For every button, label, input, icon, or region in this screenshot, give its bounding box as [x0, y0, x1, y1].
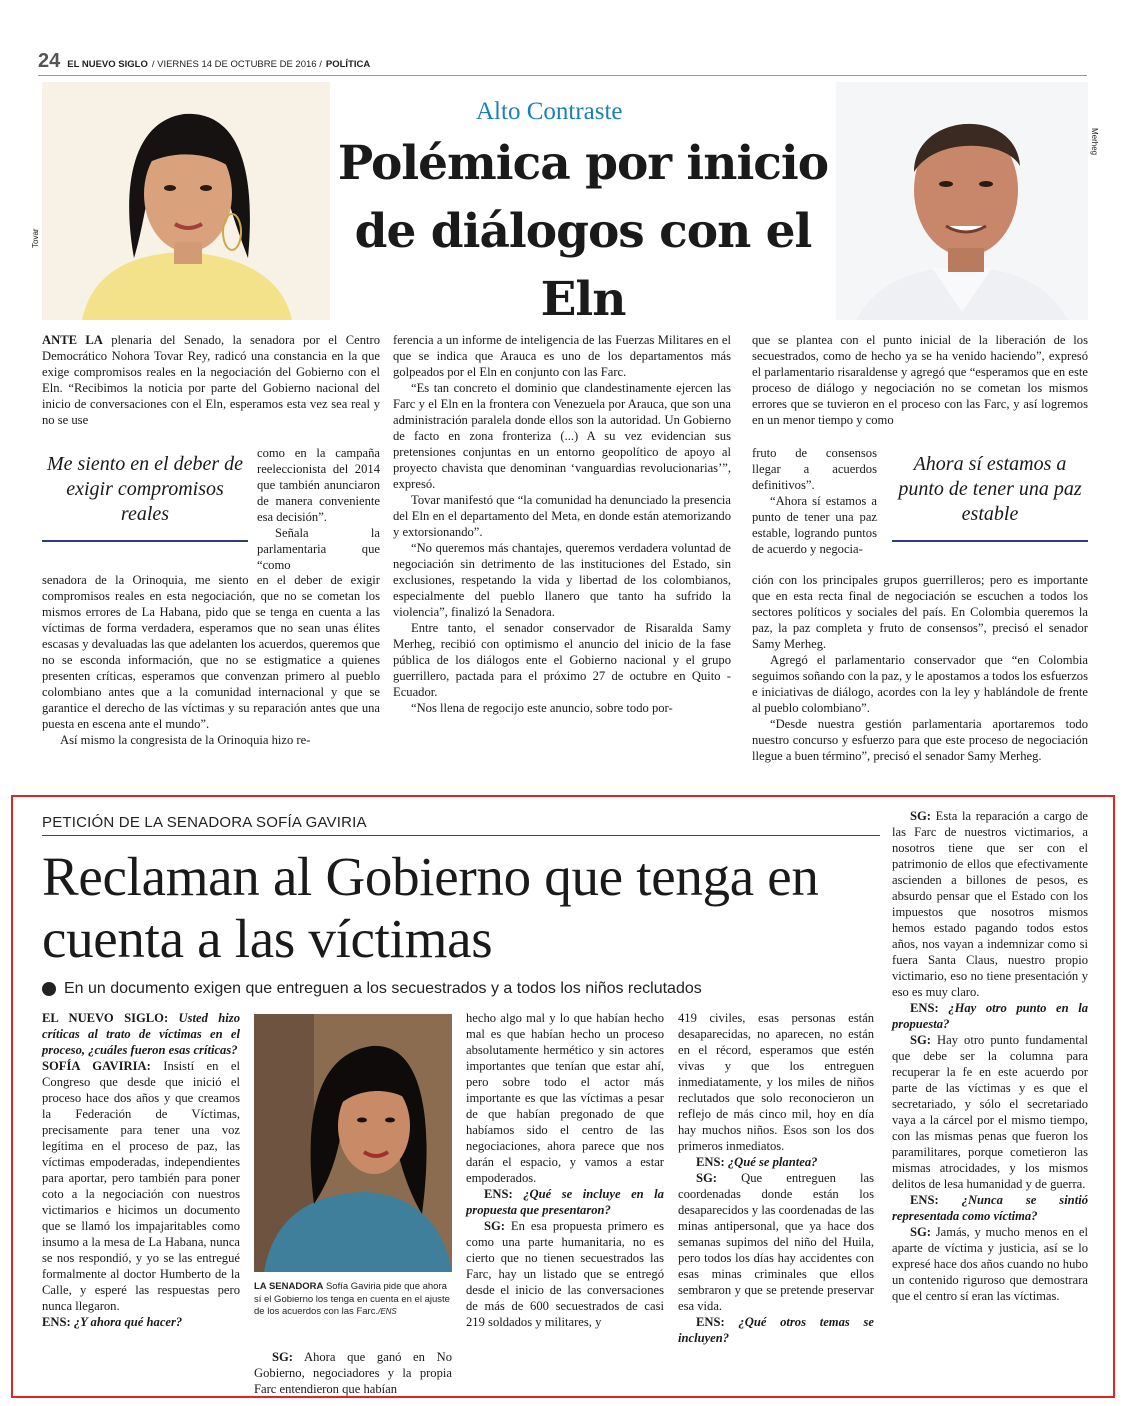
photo-tovar: [42, 82, 330, 320]
answer: [42, 1058, 240, 1314]
pre-headline: PETICIÓN DE LA SENADORA SOFÍA GAVIRIA: [42, 814, 367, 831]
paragraph: “No queremos más chantajes, queremos verdadera voluntad de negociación sin detrimento de las instituciones del Estado, sin exclusiones, respetando la vida y libertad de los colombianos, especialmente del pueblo llanero que tanto ha sufrido la violencia”, finalizó la Senadora.: [393, 541, 731, 619]
speaker-label: SG:: [910, 1225, 931, 1239]
question: [466, 1186, 664, 1218]
speaker-label: ENS:: [42, 1315, 71, 1329]
speaker-label: ENS:: [910, 1193, 939, 1207]
photo-gaviria: [254, 1014, 452, 1272]
paragraph: “Nos llena de regocijo este anuncio, sobre todo por-: [411, 701, 673, 715]
pull-quote-rule: [892, 540, 1088, 542]
story1-column-2: [393, 332, 731, 716]
interview-column-4: [678, 1010, 874, 1346]
paragraph: Tovar manifestó que “la comunidad ha denunciado la presencia del Eln en el departamento del Meta, en donde están atemorizando y extorsionando”.: [393, 493, 731, 539]
lead-in: ANTE LA: [42, 333, 103, 347]
deck-text: En un documento exigen que entreguen a los secuestrados y a todos los niños reclutados: [64, 980, 702, 997]
publication-name: EL NUEVO SIGLO: [67, 59, 148, 70]
interview-column-5: [892, 808, 1088, 1304]
question-text: ¿Hay otro punto en la propuesta?: [892, 1001, 1089, 1031]
paragraph: 419 civiles, esas personas están desaparecidas, no aparecen, no están en el récord, esperamos que estén vivas y que los entreguen inmediatamente, y los miles de niños reclutados que solo reconocieron un reflejo de más cinco mil, hoy en día hay muchos niños. Esos son los dos primeros inmediatos.: [678, 1011, 874, 1153]
caption-lead: LA SENADORA: [254, 1281, 324, 1292]
paragraph: que se plantea con el punto inicial de la liberación de los secuestrados, como de hecho ya se ha venido haciendo”, expresó el parlamentario risaraldense y agregó que “esperamos que en este proceso de diálogo y negociación no se cometan los mismos errores que se tuvieron en el proceso con las Farc, y así logremos en un menor tiempo y como: [752, 333, 1088, 427]
answer-text: Jamás, y mucho menos en el aparte de víctima y justicia, así se lo expresé hace dos años cuando no hubo un contenido riguroso que demostrara que el centro sí eran las víctimas.: [892, 1225, 1088, 1303]
caption-credit: /ENS: [378, 1307, 397, 1316]
paragraph: Así mismo la congresista de la Orinoquia hizo re-: [60, 733, 311, 747]
answer-text: En esa propuesta primero es como una parte humanitaria, no es cierto que no tienen secuestrados las Farc, hay un listado que se entregó desde el inicio de las conversaciones de más de 600 secuestrados de casi 219 soldados y militares, y: [466, 1219, 664, 1329]
speaker-label: ENS:: [696, 1155, 725, 1169]
paragraph: fruto de consensos llegar a acuerdos definitivos”.: [752, 446, 877, 492]
answer-text: Ahora que ganó en No Gobierno, negociadores y la propia Farc entendieron que habían: [254, 1350, 452, 1396]
story1-column-1c: [42, 572, 380, 748]
paragraph-text: plenaria del Senado, la senadora por el Centro Democrático Nohora Tovar Rey, radicó una constancia en la que exige compromisos reales en la negociación del Gobierno con el Eln. “Recibimos la noticia por parte del Gobierno nacional del inicio de conversaciones con el Eln, esperamos esta vez sea real y no se use: [42, 333, 380, 427]
story1-column-3b: [752, 445, 877, 557]
story1-column-1a: [42, 332, 380, 428]
question: [42, 1010, 240, 1058]
speaker-label: SG:: [272, 1350, 293, 1364]
question-text: ¿Qué otros temas se incluyen?: [678, 1315, 874, 1345]
speaker-label: ENS:: [484, 1187, 513, 1201]
speaker-label: EL NUEVO SIGLO:: [42, 1011, 169, 1025]
speaker-label: ENS:: [910, 1001, 939, 1015]
answer: [892, 808, 1088, 1000]
paragraph: “Ahora sí estamos a punto de tener una paz estable, logrando puntos de acuerdo y negocia-: [752, 494, 877, 556]
page-header: [38, 50, 370, 73]
answer-text: Insistí en el Congreso que desde que inició el proceso hace dos años y que creamos la Federación de Víctimas, precisamente para tener una voz legítima en el proceso de paz, las víctimas empoderadas, independientes para aportar, pero también para poner coto a la negociación con nuestros victimarios e hicimos un documento que se llamó los impajaritables como insumo a la mesa de La Habana, nunca se nos respondió, y yo se las entregué formalmente al doctor Humberto de la Calle, y esperé las respuestas pero nunca llegaron.: [42, 1059, 240, 1313]
answer: [678, 1170, 874, 1314]
bullet-icon: [42, 982, 56, 996]
paragraph: senadora de la Orinoquia, me siento en el deber de exigir compromisos reales en esta negociación, que no se cometan los mismos errores de La Habana, pido que se tenga en cuenta a las víctimas de forma verdadera, esperamos que no sean unas élites escasas y devaluadas las que adelanten los acuerdos, queremos que no se esconda información, que no se estigmatice a quienes presenten críticas, esperamos que convenzan primero al pueblo colombiano antes que a la comunidad internacional y que se garantice el derecho de las víctimas y su reparación antes que una puesta en escena ante el mundo”.: [42, 573, 380, 731]
pull-quote-left: Me siento en el deber de exigir compromisos reales: [46, 453, 244, 525]
pull-quote-rule: [42, 540, 248, 542]
question: [678, 1154, 874, 1170]
speaker-label: ENS:: [696, 1315, 725, 1329]
paragraph: como en la campaña reeleccionista del 2014 que también anunciaron de manera conveniente esa decisión”.: [257, 446, 380, 524]
question: [42, 1314, 240, 1330]
paragraph: Agregó el parlamentario conservador que “en Colombia seguimos soñando con la paz, y le apostamos a todos los esfuerzos e iniciativas de diálogo, acordes con la ley y hablándole de frente al pueblo colombiano”.: [752, 653, 1088, 715]
answer: [466, 1218, 664, 1330]
answer-text: Esta la reparación a cargo de las Farc de nuestros victimarios, a nosotros tiene que ser con el patrimonio de ellos que efectivamente ascienden a billones de pesos, es absurdo pensar que el Estado con los impuestos que nosotros mismos hemos estado pagando todos estos años, nos vayan a indemnizar como si fuera Santa Claus, nuestro propio victimario, eso no tiene presentación y eso es muy claro.: [892, 809, 1088, 999]
photo-credit-tovar: Tovar: [31, 228, 40, 248]
paragraph: ferencia a un informe de inteligencia de las Fuerzas Militares en el que se indica que Arauca es uno de los departamentos más golpeados por el Eln en conjunto con las Farc.: [393, 333, 731, 379]
photo-caption: [254, 1281, 450, 1319]
story1-column-1b: [257, 445, 380, 573]
question-text: ¿Qué se plantea?: [727, 1155, 818, 1169]
pull-quote-right: Ahora sí estamos a punto de tener una paz estable: [898, 453, 1082, 525]
interview-column-3: [466, 1010, 664, 1330]
question-text: ¿Nunca se sintió representada como víctima?: [892, 1193, 1088, 1223]
speaker-label: SG:: [484, 1219, 505, 1233]
interview-column-1: [42, 1010, 240, 1330]
paragraph: Señala la parlamentaria que “como: [257, 526, 380, 572]
speaker-label: SG:: [910, 809, 931, 823]
answer: [892, 1032, 1088, 1192]
caption-text: Sofía Gaviria pide que ahora sí el Gobierno los tenga en cuenta en el ajuste de los acuerdos con las Farc.: [254, 1281, 450, 1317]
paragraph: [42, 332, 380, 428]
answer: [254, 1349, 452, 1397]
photo-credit-merheg: Merheg: [1090, 128, 1099, 156]
issue-date: / VIERNES 14 DE OCTUBRE DE 2016 /: [151, 59, 322, 70]
page-number: 24: [38, 50, 61, 72]
story-headline: Polémica por inicio de diálogos con el Eln: [337, 136, 829, 327]
speaker-label: SG:: [910, 1033, 931, 1047]
story2-deck: [42, 980, 882, 998]
answer: [892, 1224, 1088, 1304]
paragraph: “Es tan concreto el dominio que clandestinamente ejercen las Farc y el Eln en la frontera con Venezuela por Arauca, que son una administración paralela donde ellos son la autoridad. Un Gobierno de facto en zona fronteriza (...) A su vez evidencian sus pretensiones conjuntas en un entorno geopolítico de apoyo al proyecto chavista que denominan ‘vanguardias revolucionarias’”, expresó.: [393, 381, 731, 491]
question: [892, 1192, 1088, 1224]
speaker-label: SG:: [696, 1171, 717, 1185]
pre-headline-rule: [42, 835, 880, 836]
paragraph: “Desde nuestra gestión parlamentaria aportaremos todo nuestro concurso y esfuerzo para que este proceso de negociación llegue a buen término”, precisó el senador Samy Merheg.: [752, 717, 1088, 763]
question-text: Usted hizo críticas al trato de víctimas en el proceso, ¿cuáles fueron esas críticas?: [42, 1011, 240, 1057]
question-text: ¿Qué se incluye en la propuesta que presentaron?: [466, 1187, 664, 1217]
question: [892, 1000, 1088, 1032]
story1-column-3a: [752, 332, 1088, 428]
paragraph: hecho algo mal y lo que habían hecho mal es que habían hecho un proceso absolutamente hermético y sin actores importantes que tenían que estar ahí, pero sobre todo el actor más importante es que las víctimas a pesar de que habían pregonado de que habíamos sido el centro de las negociaciones, ahora parece que nos darán el espacio, y vamos a estar empoderados.: [466, 1011, 664, 1185]
answer-text: Hay otro punto fundamental que debe ser la columna para recuperar la fe en este acuerdo por parte de las víctimas y es que el secretariado, y sólo el secretariado vaya a la cárcel por el mismo tiempo, con las mismas penas que fueron los paramilitares, porque cometieron las mismas atrocidades, y los mismos delitos de lesa humanidad y de guerra.: [892, 1033, 1088, 1191]
story-kicker: Alto Contraste: [476, 98, 623, 125]
photo-merheg: [836, 82, 1088, 320]
section-name: POLÍTICA: [325, 59, 371, 70]
speaker-label: SOFÍA GAVIRIA:: [42, 1059, 151, 1073]
paragraph: Entre tanto, el senador conservador de Risaralda Samy Merheg, recibió con optimismo el anuncio del inicio de la fase pública de los diálogos ente el Gobierno nacional y el grupo guerrillero, pactada para el próximo 27 de octubre en Quito - Ecuador.: [393, 621, 731, 699]
header-rule: [38, 75, 1087, 76]
story2-headline: Reclaman al Gobierno que tenga en cuenta a las víctimas: [42, 846, 819, 969]
answer-text: Que entreguen las coordenadas donde están los desaparecidos y las coordenadas de las minas antipersonal, que ya hace dos semanas supimos del niño del Huila, pero todos los días hay accidentes con esas minas criminales que ellos sembraron y que se pretende preservar esa vida.: [678, 1171, 874, 1313]
paragraph: ción con los principales grupos guerrilleros; pero es importante que en esta recta final de negociación se escuchen a todos los sectores políticos y sociales del país. En Colombia queremos la paz, la paz completa y fruto de consensos”, precisó el senador Samy Merheg.: [752, 573, 1088, 651]
interview-column-2: [254, 1349, 452, 1397]
story1-column-3c: [752, 572, 1088, 764]
question-text: ¿Y ahora qué hacer?: [73, 1315, 183, 1329]
question: [678, 1314, 874, 1346]
